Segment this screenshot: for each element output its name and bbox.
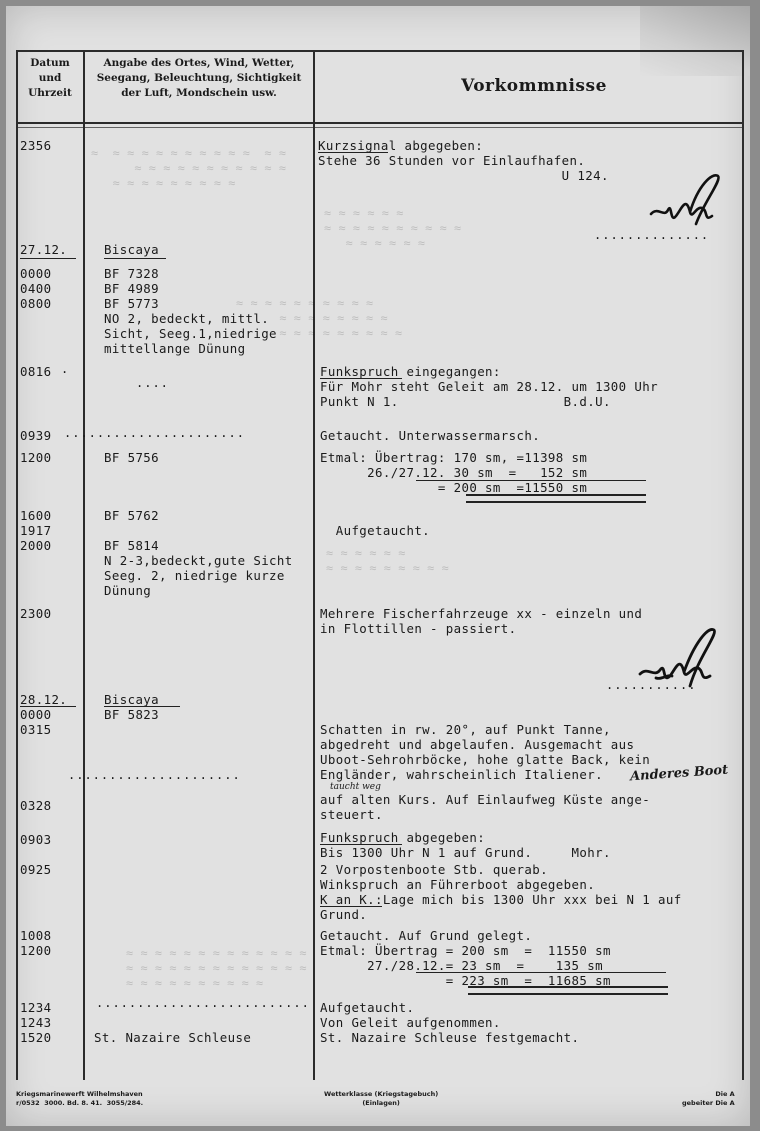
entry-text: Schatten in rw. 20°, auf Punkt Tanne, abgedreht und abgelaufen. Ausgemacht aus Uboot-Sehrohrböcke, hohe glatte Back, kein Engländer, wahrscheinlich Italiener. <box>320 722 651 782</box>
separator-dots: ........... <box>606 678 697 692</box>
table-right-border <box>742 50 744 1080</box>
separator-dots: ...................... <box>64 426 245 440</box>
entry-text: Funkspruch abgegeben: Bis 1300 Uhr N 1 auf Grund. Mohr. <box>320 830 611 860</box>
bleed-through-ghost: ≈ ≈ ≈ ≈ ≈ ≈ ≈ ≈ ≈ ≈ ≈ ≈ ≈ ≈ ≈ ≈ ≈ ≈ ≈ ≈ ≈ ≈ <box>324 206 462 250</box>
entry-time: 0925 <box>20 862 52 877</box>
column-divider-2 <box>313 50 315 1080</box>
separator-dots: ..................... <box>68 768 241 782</box>
bleed-through-ghost: ≈ ≈ ≈ ≈ ≈ ≈ ≈ ≈ ≈ ≈ ≈ ≈ ≈ ≈ ≈ ≈ ≈ ≈ ≈ ≈ ≈ ≈ ≈ ≈ ≈ ≈ ≈ ≈ ≈ ≈ ≈ ≈ ≈ ≈ ≈ ≈ <box>126 946 307 990</box>
entry-time: 2356 <box>20 138 52 153</box>
entry-time: 0000 0400 0800 <box>20 266 52 311</box>
underline <box>104 706 180 707</box>
header-bottom-border <box>16 122 744 124</box>
header-events: Vorkommnisse <box>461 76 607 96</box>
log-page <box>6 6 750 1126</box>
header-double-border <box>16 127 744 128</box>
entry-place: BF 7328 BF 4989 BF 5773 NO 2, bedeckt, mittl. Sicht, Seeg.1,niedrige mittellange Dünung <box>104 266 277 356</box>
entry-place: Biscaya <box>104 242 160 257</box>
footer-printer: Kriegsmarinewerft Wilhelmshaven r/0532 3000. Bd. 8. 41. 3055/284. <box>16 1090 144 1107</box>
header-place-weather: Angabe des Ortes, Wind, Wetter, Seegang, Beleuchtung, Sichtigkeit der Luft, Mondschein usw. <box>96 57 302 99</box>
entry-date-time: 28.12. 0000 0315 <box>20 692 68 737</box>
footer-form: Wetterklasse (Kriegstagebuch) (Einlagen) <box>324 1090 439 1107</box>
signature <box>646 166 736 236</box>
entry-text: Getaucht. Auf Grund gelegt. Etmal: Übertrag = 200 sm = 11550 sm 27./28.12.= 23 sm = 135 sm = 223 sm = 11685 sm <box>320 928 611 988</box>
underline <box>320 844 402 845</box>
underline <box>20 258 76 259</box>
entry-text: Kurzsignal abgegeben: Stehe 36 Stunden vor Einlaufhafen. U 124. <box>318 138 609 183</box>
entry-text: Aufgetaucht. Von Geleit aufgenommen. St. Nazaire Schleuse festgemacht. <box>320 1000 580 1045</box>
total-double-rule <box>466 494 646 503</box>
handwritten-annotation: Anderes Boot <box>629 762 729 785</box>
sum-rule <box>416 972 666 973</box>
underline <box>320 378 402 379</box>
bleed-through-ghost: ≈ ≈ ≈ ≈ ≈ ≈ ≈ ≈ ≈ ≈ ≈ ≈ ≈ ≈ ≈ <box>326 546 449 575</box>
entry-date: 27.12. <box>20 242 68 257</box>
underline <box>318 152 388 153</box>
entry-place: Biscaya BF 5823 <box>104 692 160 722</box>
entry-text: Mehrere Fischerfahrzeuge xx - einzeln und in Flottillen - passiert. <box>320 606 643 636</box>
entry-place: BF 5762 BF 5814 N 2-3,bedeckt,gute Sicht Seeg. 2, niedrige kurze Dünung <box>104 508 293 598</box>
bleed-through-ghost: ≈ ≈ ≈ ≈ ≈ ≈ ≈ ≈ ≈ ≈ ≈ ≈ ≈ ≈ ≈ ≈ ≈ ≈ ≈ ≈ ≈ ≈ ≈ ≈ ≈ ≈ ≈ <box>236 296 403 340</box>
entry-text: Funkspruch eingegangen: Für Mohr steht Geleit am 28.12. um 1300 Uhr Punkt N 1. B.d.U. <box>320 364 658 409</box>
header-date-time: Datum und Uhrzeit <box>28 57 72 99</box>
entry-time: 0328 <box>20 798 52 813</box>
entry-place: St. Nazaire Schleuse <box>94 1030 252 1045</box>
entry-time: 1234 1243 1520 <box>20 1000 52 1045</box>
entry-text: auf alten Kurs. Auf Einlaufweg Küste ange- steuert. <box>320 792 651 822</box>
entry-text: Aufgetaucht. <box>335 523 431 538</box>
entry-text: Etmal: Übertrag: 170 sm, =11398 sm 26./27.12. 30 sm = 152 sm = 200 sm =11550 sm <box>320 450 588 495</box>
underline <box>104 258 166 259</box>
table-left-border <box>16 50 18 1080</box>
entry-time: 1600 1917 2000 <box>20 508 52 553</box>
footer-right: Die A gebeiter Die A <box>682 1090 735 1107</box>
handwritten-annotation: taucht weg <box>330 782 381 792</box>
separator-dots: .............. <box>594 228 710 242</box>
entry-time: 0903 <box>20 832 52 847</box>
separator-dots: . <box>61 362 70 376</box>
entry-place: BF 5756 <box>104 450 160 465</box>
entry-time: 1200 <box>20 450 52 465</box>
column-divider-1 <box>83 50 85 1080</box>
bleed-through-ghost: ≈ ≈ ≈ ≈ ≈ ≈ ≈ ≈ ≈ ≈ ≈ ≈ ≈ ≈ ≈ ≈ ≈ ≈ ≈ ≈ ≈ ≈ ≈ ≈ ≈ ≈ ≈ ≈ ≈ ≈ ≈ ≈ ≈ <box>91 146 287 190</box>
table-top-border <box>16 50 744 52</box>
entry-time: 1008 1200 <box>20 928 52 958</box>
sum-rule <box>416 480 646 481</box>
entry-text: 2 Vorpostenboote Stb. querab. Winkspruch an Führerboot abgegeben. K an K.:Lage mich bis 1300 Uhr xxx bei N 1 auf Grund. <box>320 862 682 922</box>
entry-time: 0816 <box>20 364 52 379</box>
underline <box>320 906 382 907</box>
underline <box>20 706 76 707</box>
entry-time: 0939 <box>20 428 52 443</box>
entry-text: Getaucht. Unterwassermarsch. <box>320 428 541 443</box>
entry-time: 2300 <box>20 606 52 621</box>
separator-dots: .... <box>136 376 169 390</box>
separator-dots: .......................... <box>96 996 310 1010</box>
total-double-rule <box>468 986 668 995</box>
folded-corner <box>640 6 750 76</box>
